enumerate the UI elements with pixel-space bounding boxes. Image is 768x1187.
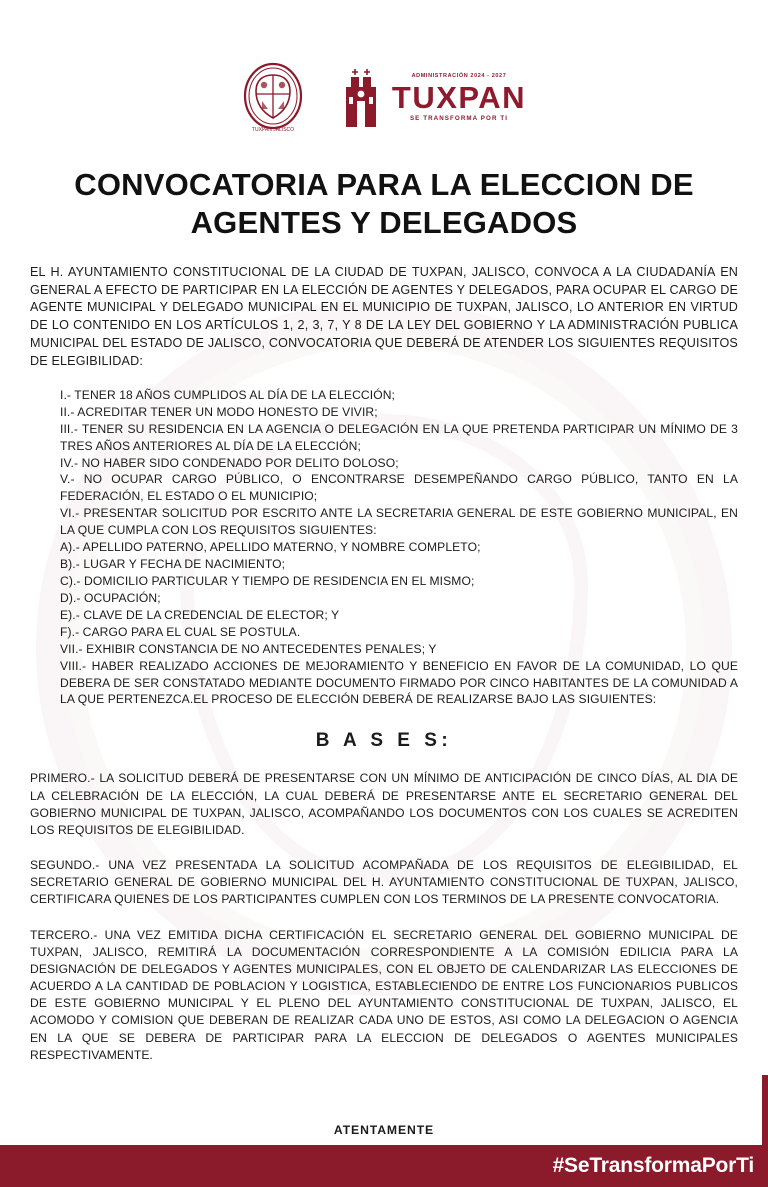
tuxpan-church-tower-icon [338,67,384,129]
bases-heading: B A S E S: [315,730,453,752]
footer-slogan [553,1154,768,1178]
header-logos [30,0,738,140]
list-item: B).- LUGAR Y FECHA DE NACIMIENTO; [60,557,286,572]
list-item: A).- APELLIDO PATERNO, APELLIDO MATERNO, Y NOMBRE COMPLETO; [60,540,481,555]
list-item: E).- CLAVE DE LA CREDENCIAL DE ELECTOR; Y [60,607,340,622]
list-item: VII.- EXHIBIR CONSTANCIA DE NO ANTECEDENTES PENALES; Y [60,641,437,656]
list-item: C).- DOMICILIO PARTICULAR Y TIEMPO DE RESIDENCIA EN EL MISMO; [60,574,475,589]
base-paragraph-tercero: TERCERO.- UNA VEZ EMITIDA DICHA CERTIFICACIÓN EL SECRETARIO GENERAL DEL GOBIERNO MUNICIPAL DE TUXPAN, JALISCO, REMITIRÁ LA DOCUMENTACIÓN CORRESPONDIENTE A LA COMISIÓN EDILICIA PARA LA DESIGNACIÓN DE DELEGADOS Y AGENTES MUNICIPALES, CON EL OBJETO DE CALENDARIZAR LAS ELECCIONES DE ACUERDO A LA CANTIDAD DE POBLACION Y LOGISTICA, ESTABLECIENDO DE ENTRE LOS FUNCIONARIOS PUBLICOS DE ESTE GOBIERNO MUNICIPAL Y EL PLENO DEL AYUNTAMIENTO CONSTITUCIONAL DE TUXPAN, JALISCO, EL ACOMODO Y COMISION QUE DEBERAN DE REALIZAR CADA UNO DE ESTOS, ASI COMO LA DELEGACION O AGENCIA EN LA QUE SE DEBERA DE PARTICIPAR PARA LA ELECCION DE DELEGADOS O AGENTES MUNICIPALES RESPECTIVAMENTE. [30,927,738,1062]
footer-bar [0,1145,768,1187]
page-title: CONVOCATORIA PARA LA ELECCION DE AGENTES Y DELEGADOS [74,167,694,240]
footer-slogan-hash: # [552,1154,565,1177]
svg-text:TUXPAN JALISCO: TUXPAN JALISCO [251,127,294,133]
logo-administration-line: ADMINISTRACIÓN 2024 - 2027 [411,73,507,80]
requirements-list [30,387,738,709]
base-paragraph-segundo: SEGUNDO.- UNA VEZ PRESENTADA LA SOLICITUD ACOMPAÑADA DE LOS REQUISITOS DE ELEGIBILIDAD, EL SECRETARIO GENERAL DE GOBIERNO MUNICIPAL DEL H. AYUNTAMIENTO CONSTITUCIONAL DE TUXPAN, JALISCO, CERTIFICARA QUIENES DE LOS PARTICIPANTES CUMPLEN CON LOS TERMINOS DE LA PRESENTE CONVOCATORIA. [30,858,738,907]
list-item: D).- OCUPACIÓN; [60,590,161,605]
list-item: F).- CARGO PARA EL CUAL SE POSTULA. [60,624,301,639]
list-item: VIII.- HABER REALIZADO ACCIONES DE MEJORAMIENTO Y BENEFICIO EN FAVOR DE LA COMUNIDAD, LO QUE DEBERA DE SER CONSTATADO MEDIANTE DOCUMENTO FIRMADO POR CINCO HABITANTES DE LA COMUNIDAD A LA QUE PERTENEZCA.EL PROCESO DE ELECCIÓN DEBERÁ DE REALIZARSE BAJO LAS SIGUIENTES: [60,658,738,707]
tuxpan-brand-logo [338,67,526,129]
logo-wordmark: TUXPAN [391,79,527,115]
logo-tagline: SE TRANSFORMA POR TI [409,114,509,122]
signature-atentamente: ATENTAMENTE [333,1122,435,1137]
list-item: IV.- NO HABER SIDO CONDENADO POR DELITO DOLOSO; [60,455,399,470]
list-item: VI.- PRESENTAR SOLICITUD POR ESCRITO ANTE LA SECRETARIA GENERAL DE ESTE GOBIERNO MUNICIPAL, EN LA QUE CUMPLA CON LOS REQUISITOS SIGUIENTES: [60,506,738,538]
list-item: III.- TENER SU RESIDENCIA EN LA AGENCIA O DELEGACIÓN EN LA QUE PRETENDA PARTICIPAR UN MÍNIMO DE 3 TRES AÑOS ANTERIORES AL DÍA DE LA ELECCIÓN; [60,421,738,453]
intro-paragraph: EL H. AYUNTAMIENTO CONSTITUCIONAL DE LA CIUDAD DE TUXPAN, JALISCO, CONVOCA A LA CIUDADANÍA EN GENERAL A EFECTO DE PARTICIPAR EN LA ELECCIÓN DE AGENTES Y DELEGADOS, PARA OCUPAR EL CARGO DE AGENTE MUNICIPAL Y DELEGADO MUNICIPAL EN EL MUNICIPIO DE TUXPAN, JALISCO, LO ANTERIOR EN VIRTUD DE LO CONTENIDO EN LOS ARTÍCULOS 1, 2, 3, 7, Y 8 DE LA LEY DEL GOBIERNO Y LA ADMINISTRACIÓN PUBLICA MUNICIPAL DEL ESTADO DE JALISCO, CONVOCATORIA QUE DEBERÁ DE ATENDER LOS SIGUIENTES REQUISITOS DE ELEGIBILIDAD: [30,264,738,368]
footer-accent-tick [762,1075,768,1145]
footer-slogan-text: SeTransformaPorTi [564,1154,754,1177]
list-item: II.- ACREDITAR TENER UN MODO HONESTO DE VIVIR; [60,404,378,419]
list-item: I.- TENER 18 AÑOS CUMPLIDOS AL DÍA DE LA ELECCIÓN; [60,387,395,402]
base-paragraph-primero: PRIMERO.- LA SOLICITUD DEBERÁ DE PRESENTARSE CON UN MÍNIMO DE ANTICIPACIÓN DE CINCO DÍAS, AL DIA DE LA CELEBRACIÓN DE LA ELECCIÓN, LA CUAL DEBERÁ DE PRESENTARSE ANTE EL SECRETARIO GENERAL DEL GOBIERNO MUNICIPAL DE TUXPAN, JALISCO, ACOMPAÑANDO LOS DOCUMENTOS CON LOS CUALES SE ACREDITEN LOS REQUISITOS DE ELEGIBILIDAD. [30,771,738,837]
list-item: V.- NO OCUPAR CARGO PÚBLICO, O ENCONTRARSE DESEMPEÑANDO CARGO PÚBLICO, TANTO EN LA FEDERACIÓN, EL ESTADO O EL MUNICIPIO; [60,472,738,504]
municipal-coat-of-arms-seal-icon [242,61,304,135]
